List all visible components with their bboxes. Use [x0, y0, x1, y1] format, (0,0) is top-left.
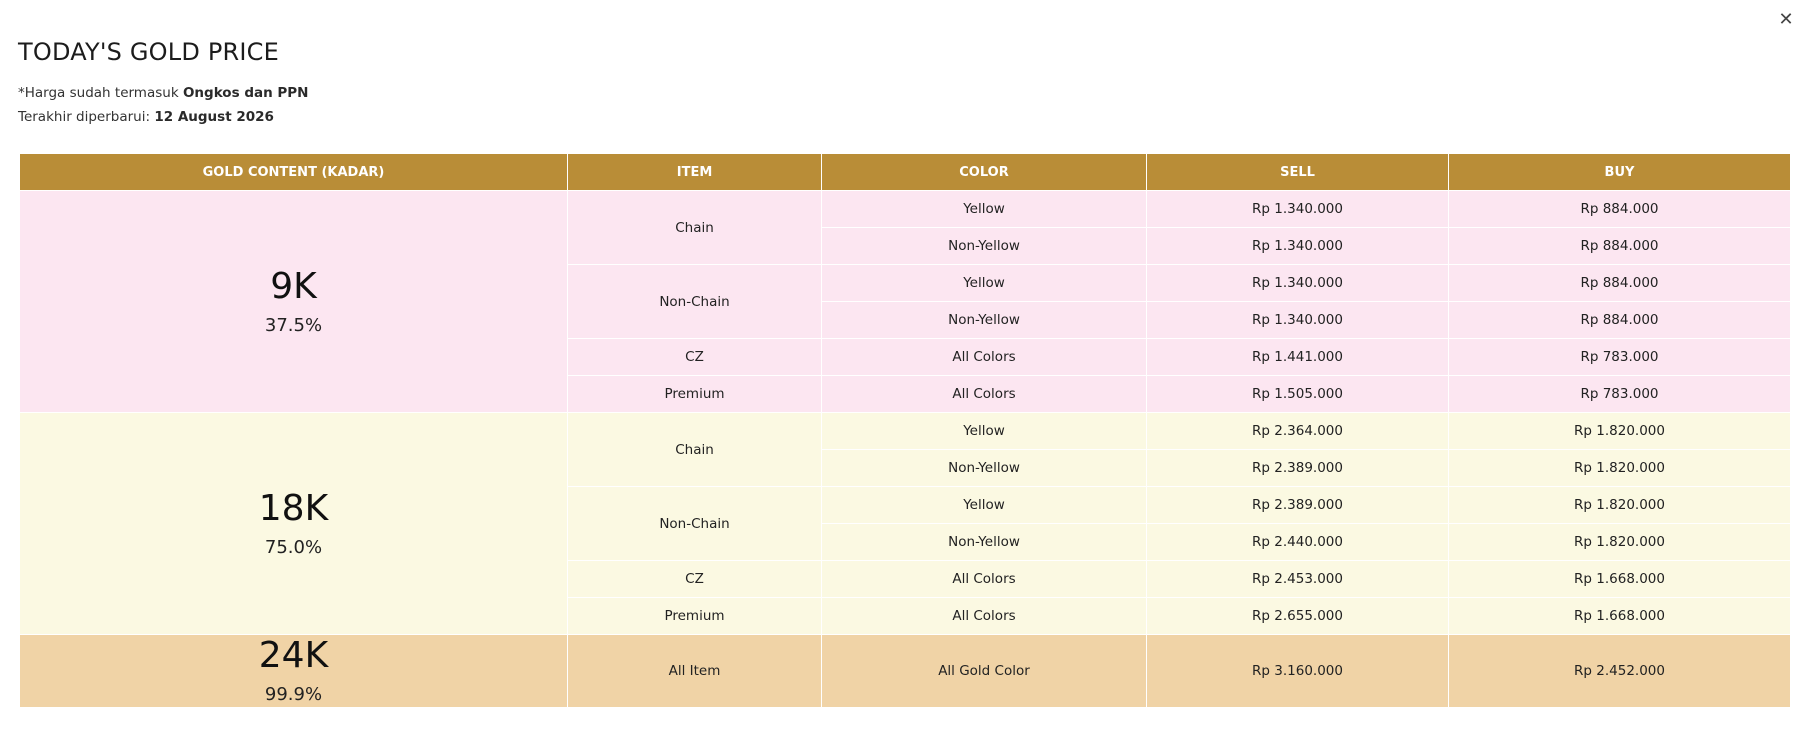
- buy-price-cell: Rp 783.000: [1449, 376, 1791, 413]
- header-kadar: GOLD CONTENT (KADAR): [20, 154, 568, 191]
- header-item: ITEM: [568, 154, 822, 191]
- header-color: COLOR: [822, 154, 1147, 191]
- color-cell: All Colors: [822, 561, 1147, 598]
- buy-price-cell: Rp 1.668.000: [1449, 561, 1791, 598]
- color-cell: All Colors: [822, 339, 1147, 376]
- karat-label: 24K: [258, 635, 329, 676]
- sell-price-cell: Rp 2.453.000: [1147, 561, 1449, 598]
- sell-price-cell: Rp 1.340.000: [1147, 302, 1449, 339]
- karat-label: 9K: [270, 265, 317, 307]
- color-cell: Yellow: [822, 265, 1147, 302]
- item-cell: Premium: [568, 598, 822, 635]
- color-cell: All Colors: [822, 598, 1147, 635]
- close-icon[interactable]: ✕: [1778, 9, 1794, 30]
- buy-price-cell: Rp 1.820.000: [1449, 524, 1791, 561]
- buy-price-cell: Rp 884.000: [1449, 191, 1791, 228]
- buy-price-cell: Rp 783.000: [1449, 339, 1791, 376]
- table-body: [20, 191, 1791, 708]
- buy-price-cell: Rp 1.820.000: [1449, 450, 1791, 487]
- last-updated-date: 12 August 2026: [154, 109, 274, 125]
- item-cell: Premium: [568, 376, 822, 413]
- item-cell: CZ: [568, 339, 822, 376]
- sell-price-cell: Rp 2.655.000: [1147, 598, 1449, 635]
- item-cell: Non-Chain: [568, 487, 822, 561]
- karat-label: 18K: [258, 487, 329, 529]
- price-note: [18, 85, 309, 101]
- item-cell: Non-Chain: [568, 265, 822, 339]
- item-cell: Chain: [568, 413, 822, 487]
- sell-price-cell: Rp 1.441.000: [1147, 339, 1449, 376]
- last-updated: [18, 109, 274, 125]
- sell-price-cell: Rp 2.440.000: [1147, 524, 1449, 561]
- color-cell: Non-Yellow: [822, 228, 1147, 265]
- sell-price-cell: Rp 2.389.000: [1147, 450, 1449, 487]
- color-cell: Yellow: [822, 487, 1147, 524]
- last-updated-label: Terakhir diperbarui:: [18, 109, 155, 125]
- buy-price-cell: Rp 1.820.000: [1449, 487, 1791, 524]
- purity-label: 75.0%: [264, 536, 323, 558]
- color-cell: Yellow: [822, 413, 1147, 450]
- item-cell: Chain: [568, 191, 822, 265]
- color-cell: All Gold Color: [822, 635, 1147, 708]
- sell-price-cell: Rp 2.389.000: [1147, 487, 1449, 524]
- color-cell: Non-Yellow: [822, 524, 1147, 561]
- price-note-text: *Harga sudah termasuk: [18, 85, 183, 101]
- buy-price-cell: Rp 884.000: [1449, 302, 1791, 339]
- item-cell: All Item: [568, 635, 822, 708]
- color-cell: Non-Yellow: [822, 302, 1147, 339]
- color-cell: Non-Yellow: [822, 450, 1147, 487]
- sell-price-cell: Rp 2.364.000: [1147, 413, 1449, 450]
- kadar-cell: [20, 635, 568, 708]
- page-title: TODAY'S GOLD PRICE: [18, 38, 280, 66]
- table-row: [20, 191, 1791, 228]
- item-cell: CZ: [568, 561, 822, 598]
- table-row: [20, 413, 1791, 450]
- kadar-cell: [20, 413, 568, 635]
- purity-label: 99.9%: [264, 684, 323, 705]
- buy-price-cell: Rp 1.668.000: [1449, 598, 1791, 635]
- sell-price-cell: Rp 1.340.000: [1147, 191, 1449, 228]
- header-sell: SELL: [1147, 154, 1449, 191]
- header-buy: BUY: [1449, 154, 1791, 191]
- sell-price-cell: Rp 1.505.000: [1147, 376, 1449, 413]
- sell-price-cell: Rp 1.340.000: [1147, 228, 1449, 265]
- buy-price-cell: Rp 884.000: [1449, 265, 1791, 302]
- table-row: [20, 635, 1791, 708]
- sell-price-cell: Rp 1.340.000: [1147, 265, 1449, 302]
- gold-price-table: [19, 153, 1791, 708]
- table-header-row: [20, 154, 1791, 191]
- price-note-emphasis: Ongkos dan PPN: [182, 85, 309, 101]
- sell-price-cell: Rp 3.160.000: [1147, 635, 1449, 708]
- purity-label: 37.5%: [264, 314, 323, 336]
- kadar-cell: [20, 191, 568, 413]
- color-cell: Yellow: [822, 191, 1147, 228]
- color-cell: All Colors: [822, 376, 1147, 413]
- buy-price-cell: Rp 2.452.000: [1449, 635, 1791, 708]
- buy-price-cell: Rp 884.000: [1449, 228, 1791, 265]
- buy-price-cell: Rp 1.820.000: [1449, 413, 1791, 450]
